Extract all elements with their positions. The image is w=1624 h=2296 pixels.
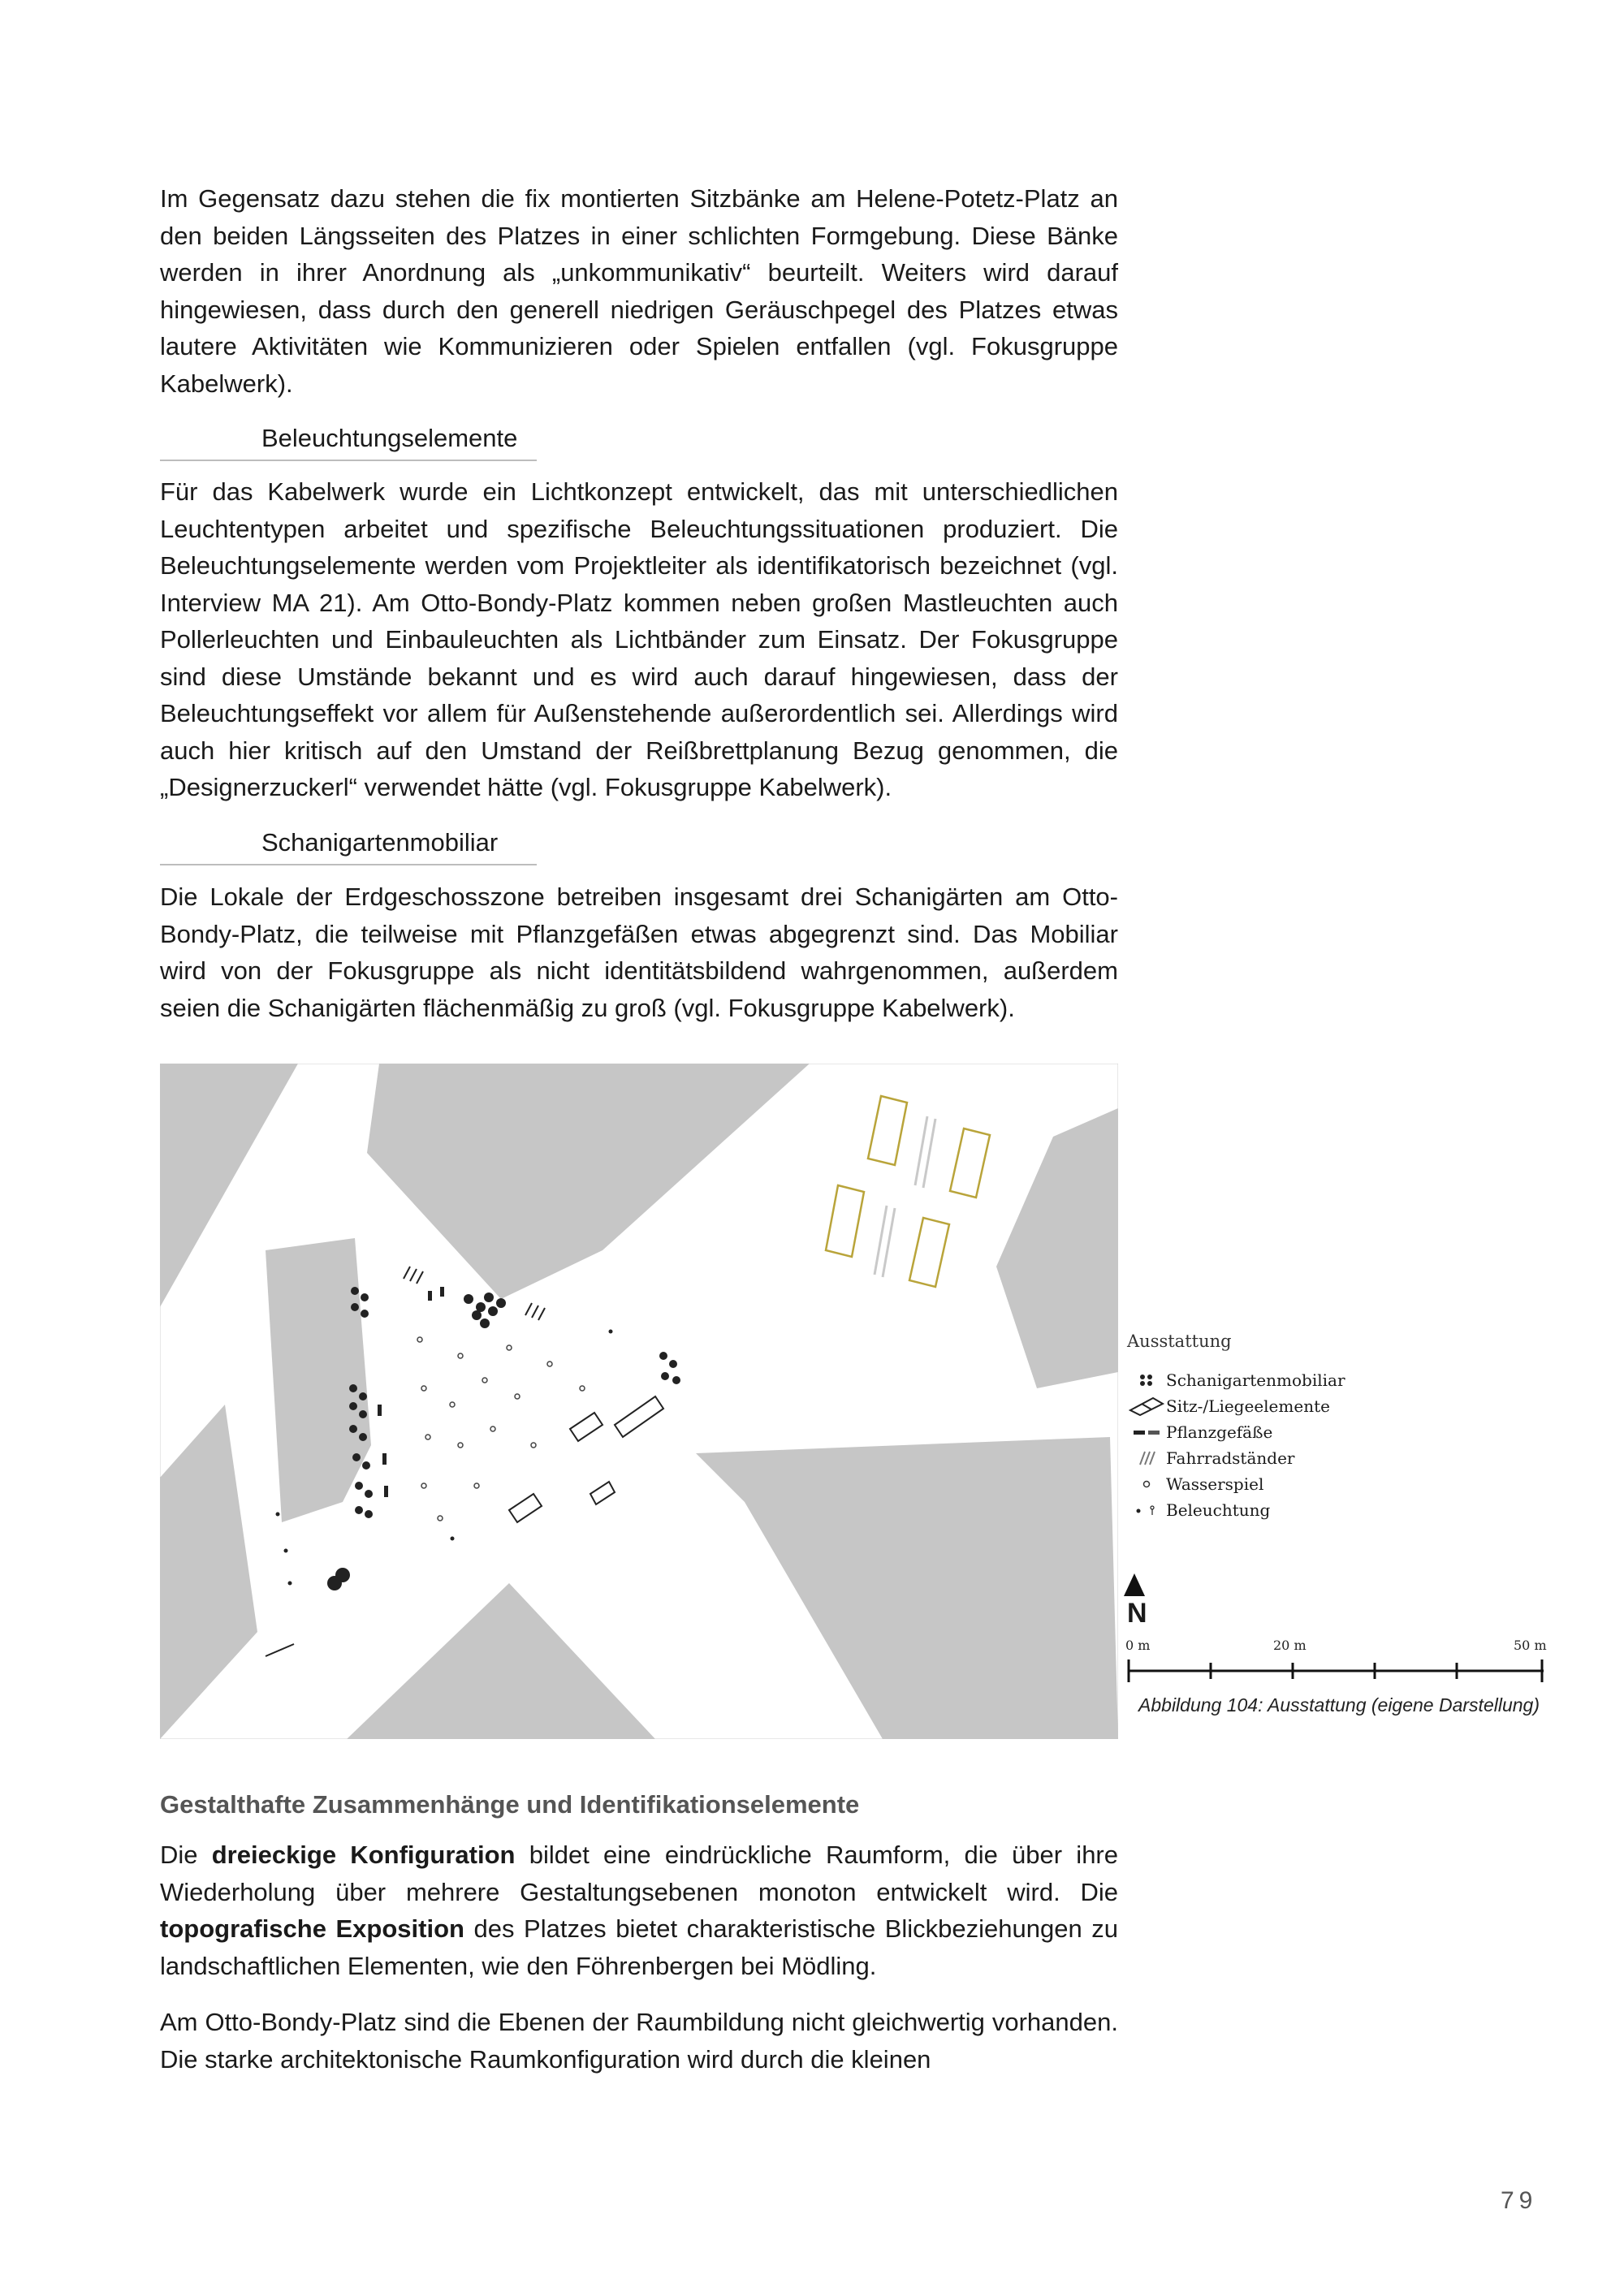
seating-icon <box>1127 1396 1166 1417</box>
water-play-icon <box>1127 1479 1166 1489</box>
legend-label: Pflanzgefäße <box>1166 1422 1273 1442</box>
scale-label-20: 20 m <box>1273 1638 1307 1653</box>
legend-item <box>1127 1445 1549 1471</box>
paragraph-benches: Im Gegensatz dazu stehen die fix montierten Sitzbänke am Helene-Potetz-Platz an den beiden Längsseiten des Platzes in einer schlichten Formgebung. Diese Bänke werden in ihrer Anordnung als „unkommunikativ“ beurteilt. Weiters wird darauf hingewiesen, dass durch den generell niedrigen Geräuschpegel des Platzes etwas lautere Aktivitäten wie Kommunizieren oder Spielen entfallen (vgl. Fokusgruppe Kabelwerk). <box>160 184 1118 398</box>
scale-label-50: 50 m <box>1514 1638 1547 1653</box>
legend-label: Wasserspiel <box>1166 1474 1264 1494</box>
planter-icon <box>1127 1428 1166 1436</box>
subheading-beleuchtung <box>160 422 537 461</box>
lighting-icon <box>1127 1504 1166 1517</box>
text-run: bildet eine eindrückliche Raumform, die über ihre Wiederholung über mehrere Gestaltungsebenen monoton entwickelt wird. Die <box>160 1841 1118 1906</box>
text-run: des Platzes bietet charakteristische Blickbeziehungen zu landschaftlichen Elementen, wie den Föhrenbergen bei Mödling. <box>160 1914 1119 1980</box>
paragraph-lighting: Für das Kabelwerk wurde ein Lichtkonzept entwickelt, das mit unterschiedlichen Leuchtentypen arbeitet und spezifische Beleuchtungssituationen produziert. Die Beleuchtungselemente werden vom Projektleiter als identifikatorisch bezeichnet (vgl. Interview MA 21). Am Otto-Bondy-Platz kommen neben großen Mastleuchten auch Pollerleuchten und Einbauleuchten als Lichtbänder zum Einsatz. Der Fokusgruppe sind diese Umstände bekannt und es wird auch darauf hingewiesen, dass der Beleuchtungseffekt vor allem für Außenstehende außerordentlich sei. Allerdings wird auch hier kritisch auf den Umstand der Reißbrettplanung Bezug genommen, die „Designerzuckerl“ verwendet hätte (vgl. Fokusgruppe Kabelwerk). <box>160 477 1118 801</box>
emphasis-dreieckige-konfiguration: dreieckige Konfiguration <box>211 1841 516 1869</box>
scale-bar <box>1125 1632 1548 1689</box>
scale-label-0: 0 m <box>1125 1638 1151 1653</box>
north-arrow <box>1122 1573 1382 1607</box>
figure-caption: Abbildung 104: Ausstattung (eigene Darstellung) <box>1138 1694 1540 1716</box>
map-legend <box>1127 1331 1549 1523</box>
subheading-schanigarten-text: Schanigartenmobiliar <box>261 828 499 857</box>
emphasis-topografische-exposition: topografische Exposition <box>160 1914 464 1943</box>
subheading-beleuchtung-text: Beleuchtungselemente <box>261 424 518 452</box>
legend-item <box>1127 1419 1549 1445</box>
page-number: 79 <box>1501 2187 1538 2214</box>
legend-label: Beleuchtung <box>1166 1500 1271 1520</box>
bike-stand-icon <box>1127 1450 1166 1466</box>
site-plan-map <box>160 1064 1118 1739</box>
paragraph-raumbildung: Am Otto-Bondy-Platz sind die Ebenen der Raumbildung nicht gleichwertig vorhanden. Die starke architektonische Raumkonfiguration wird durch die kleinen <box>160 2008 1118 2074</box>
legend-label: Fahrradständer <box>1166 1448 1295 1468</box>
legend-label: Sitz-/Liegeelemente <box>1166 1396 1330 1416</box>
paragraph-schanigarten: Die Lokale der Erdgeschosszone betreiben insgesamt drei Schanigärten am Otto-Bondy-Platz, die teilweise mit Pflanzgefäßen etwas abgegrenzt sind. Das Mobiliar wird von der Fokusgruppe als nicht identitätsbildend wahrgenommen, außerdem seien die Schanigärten flächenmäßig zu groß (vgl. Fokusgruppe Kabelwerk). <box>160 883 1118 1022</box>
text-run: Die <box>160 1841 212 1869</box>
subheading-schanigarten <box>160 826 537 865</box>
map-figure <box>160 1064 1118 1739</box>
paragraph-configuration <box>160 1836 1118 1984</box>
legend-label: Schanigartenmobiliar <box>1166 1370 1345 1390</box>
legend-item <box>1127 1393 1549 1419</box>
legend-item <box>1127 1497 1549 1523</box>
section-heading: Gestalthafte Zusammenhänge und Identifikationselemente <box>160 1790 860 1819</box>
schanigarten-icon <box>1127 1374 1166 1387</box>
north-label: N <box>1127 1598 1147 1629</box>
legend-item <box>1127 1367 1549 1393</box>
legend-item <box>1127 1471 1549 1497</box>
legend-title: Ausstattung <box>1127 1331 1232 1351</box>
